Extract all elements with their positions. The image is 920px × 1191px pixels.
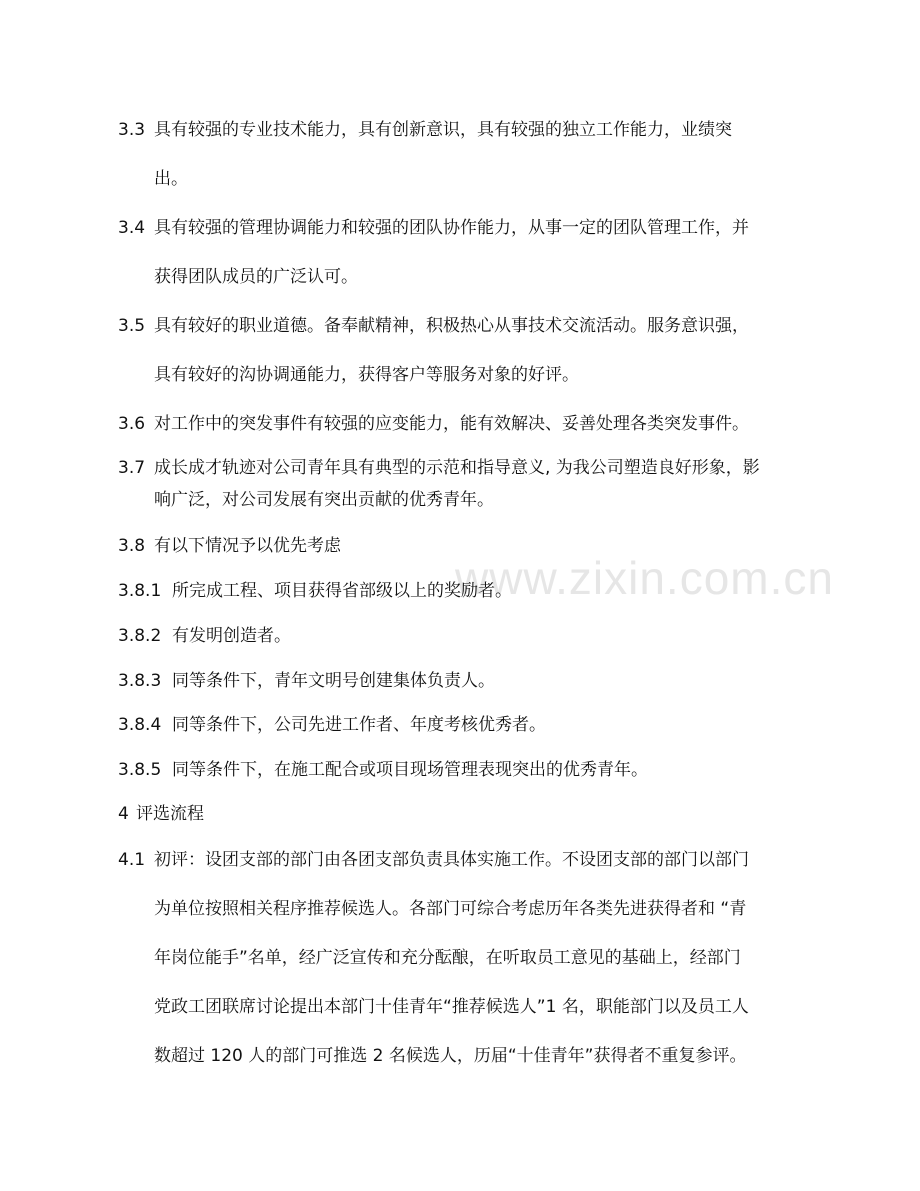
- list-item-continuation: [154, 364, 579, 386]
- item-text: 所完成工程、项目获得省部级以上的奖励者。: [172, 581, 512, 601]
- list-item-continuation: [154, 996, 749, 1018]
- list-item-3-8-5: [118, 759, 648, 781]
- item-text: 具有较好的沟协调通能力，获得客户等服务对象的好评。: [154, 365, 579, 385]
- list-item-3-8-1: [118, 580, 512, 602]
- section-heading-4: [118, 803, 204, 825]
- item-text: 初评：设团支部的部门由各团支部负责具体实施工作。不设团支部的部门以部门: [154, 850, 749, 870]
- list-item-3-8-2: [118, 625, 291, 647]
- list-item-3-8-3: [118, 670, 495, 692]
- list-item-continuation: [154, 168, 188, 190]
- item-number: 3.8.2: [118, 626, 162, 646]
- item-number: 3.5: [118, 316, 146, 336]
- item-text: 数超过 120 人的部门可推选 2 名候选人，历届“十佳青年”获得者不重复参评。: [154, 1046, 747, 1066]
- item-number: 3.7: [118, 458, 146, 478]
- list-item-3-6: [118, 413, 749, 435]
- item-text: 具有较好的职业道德。备奉献精神，积极热心从事技术交流活动。服务意识强，: [154, 316, 749, 336]
- list-item-3-4: [118, 217, 749, 239]
- list-item-4-1: [118, 849, 749, 871]
- item-text: 对工作中的突发事件有较强的应变能力，能有效解决、妥善处理各类突发事件。: [154, 414, 749, 434]
- list-item-continuation: [154, 1045, 747, 1067]
- item-number: 3.8.3: [118, 671, 162, 691]
- item-text: 响广泛，对公司发展有突出贡献的优秀青年。: [154, 490, 494, 510]
- list-item-3-8: [118, 535, 341, 557]
- list-item-3-7: [118, 457, 760, 479]
- list-item-continuation: [154, 898, 746, 920]
- item-number: 3.8: [118, 536, 146, 556]
- item-text: 为单位按照相关程序推荐候选人。各部门可综合考虑历年各类先进获得者和 “青: [154, 899, 747, 919]
- item-number: 4.1: [118, 850, 146, 870]
- item-text: 具有较强的专业技术能力，具有创新意识，具有较强的独立工作能力，业绩突: [154, 120, 732, 140]
- list-item-3-5: [118, 315, 749, 337]
- item-number: 3.4: [118, 218, 146, 238]
- item-text: 出。: [154, 169, 188, 189]
- item-number: 3.8.4: [118, 715, 162, 735]
- item-number: 3.8.5: [118, 760, 162, 780]
- item-text: 有以下情况予以优先考虑: [154, 536, 341, 556]
- item-text: 有发明创造者。: [172, 626, 291, 646]
- list-item-continuation: [154, 266, 358, 288]
- item-text: 评选流程: [136, 804, 204, 824]
- item-number: 3.6: [118, 414, 146, 434]
- item-text: 获得团队成员的广泛认可。: [154, 267, 358, 287]
- watermark: www.zixin.com.cn: [455, 552, 834, 604]
- list-item-3-8-4: [118, 714, 546, 736]
- item-number: 3.3: [118, 120, 146, 140]
- item-text: 同等条件下，在施工配合或项目现场管理表现突出的优秀青年。: [172, 760, 648, 780]
- item-text: 具有较强的管理协调能力和较强的团队协作能力，从事一定的团队管理工作，并: [154, 218, 749, 238]
- item-text: 年岗位能手”名单，经广泛宣传和充分酝酿，在听取员工意见的基础上，经部门: [154, 948, 741, 968]
- list-item-3-3: [118, 119, 732, 141]
- list-item-continuation: [154, 489, 494, 511]
- item-text: 党政工团联席讨论提出本部门十佳青年“推荐候选人”1 名，职能部门以及员工人: [154, 997, 749, 1017]
- item-number: 3.8.1: [118, 581, 162, 601]
- list-item-continuation: [154, 947, 741, 969]
- item-text: 成长成才轨迹对公司青年具有典型的示范和指导意义, 为我公司塑造良好形象，影: [154, 458, 760, 478]
- item-text: 同等条件下，公司先进工作者、年度考核优秀者。: [172, 715, 546, 735]
- item-text: 同等条件下，青年文明号创建集体负责人。: [172, 671, 495, 691]
- item-number: 4: [118, 804, 129, 824]
